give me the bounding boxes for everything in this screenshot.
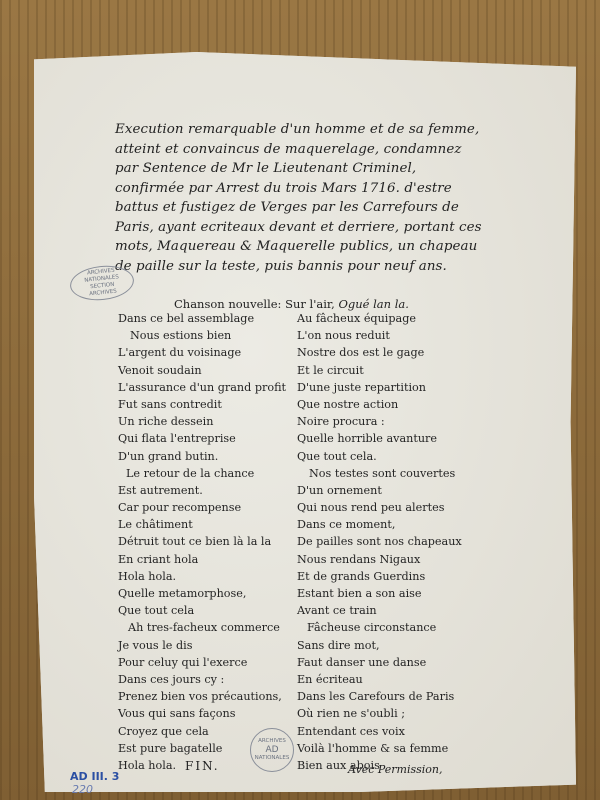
verse-line: Le retour de la chance [126, 466, 255, 480]
shelf-number: 220 [72, 783, 93, 796]
song-subtitle-text: Chanson nouvelle: Sur l'air, [174, 297, 335, 311]
verse-line: Bien aux abois [297, 758, 380, 772]
verse-line: L'on nous reduit [297, 329, 390, 343]
verse-line: Et de grands Guerdins [297, 569, 426, 583]
verse-line: Dans les Carefours de Paris [297, 690, 455, 704]
verse-line: Que nostre action [297, 397, 399, 411]
verse-line: Voilà l'homme & sa femme [297, 741, 449, 755]
verse-line: Croyez que cela [118, 724, 209, 738]
shelf-mark: AD III. 3 [70, 770, 120, 783]
stamp-line: ARCHIVES [258, 738, 286, 744]
verse-line: Nostre dos est le gage [297, 346, 425, 360]
verse-line: Vous qui sans façons [118, 707, 236, 721]
verse-line: Avant ce train [297, 604, 377, 618]
verse-line: Et le circuit [297, 363, 364, 377]
verse-line: De pailles sont nos chapeaux [297, 535, 462, 549]
verse-line: Ah tres-facheux commerce [128, 621, 280, 635]
verse-line: Qui nous rend peu alertes [297, 501, 445, 515]
verse-line: Dans ce bel assemblage [118, 312, 255, 325]
permission-note: Avec Permission, [348, 763, 443, 776]
verse-line: D'un ornement [297, 483, 382, 497]
stamp-line: ARCHIVES [88, 288, 118, 298]
song-air: Ogué lan la. [338, 297, 409, 311]
verse-line: Est autrement. [118, 483, 203, 497]
verse-line: Car pour recompense [118, 501, 242, 515]
archives-nationales-stamp [250, 728, 294, 772]
verse-line: Fâcheuse circonstance [307, 621, 437, 635]
verse-line: En criant hola [118, 552, 199, 566]
verse-line: Dans ces jours cy : [118, 672, 225, 686]
stamp-line: NATIONALES [254, 755, 290, 761]
verse-line: Où rien ne s'oubli ; [297, 707, 406, 721]
verse-line: Sans dire mot, [297, 638, 380, 652]
verse-line: En écriteau [297, 672, 363, 686]
document-title: Execution remarquable d'un homme et de sa femme, atteint et convaincus de maquerelage, condamnez par Sentence de Mr le Lieutenant Criminel, confirmée par Arrest du trois Mars 1716. d'estre battus et fustigez de Verges par les Carrefours de Paris, ayant ecriteaux devant et derriere, portant ces mots, Maquereau & Maquerelle publics, un chapeau de paille sur la teste, puis bannis pour neuf ans. [115, 122, 482, 274]
verse-line: Que tout cela. [297, 449, 377, 463]
verse-column-left [118, 310, 286, 774]
verse-line: Nous rendans Nigaux [297, 552, 421, 566]
verse-line: Quelle horrible avanture [297, 432, 437, 446]
song-subtitle [174, 297, 409, 311]
stamp-line: SECTION [89, 281, 115, 291]
verse-line: Noire procura : [297, 415, 385, 429]
verse-line: Fut sans contredit [118, 397, 222, 411]
verse-line: Hola hola. [118, 758, 177, 772]
stamp-line: AD [265, 745, 279, 755]
verse-column-right [297, 310, 462, 774]
verse-line: Je vous le dis [118, 638, 193, 652]
verse-line: Un riche dessein [118, 415, 214, 429]
verse-line: Pour celuy qui l'exerce [118, 655, 248, 669]
verse-line: Quelle metamorphose, [118, 587, 247, 600]
verse-line: Dans ce moment, [297, 518, 396, 532]
verse-line: Venoit soudain [118, 363, 202, 377]
verse-line: Entendant ces voix [297, 724, 405, 738]
verse-line: L'assurance d'un grand profit [118, 380, 287, 394]
verse-line: D'une juste repartition [297, 380, 426, 394]
verse-line: L'argent du voisinage [118, 346, 242, 360]
verse-line: Que tout cela [118, 604, 195, 618]
verse-line: Nous estions bien [130, 329, 232, 343]
verse-line: Est pure bagatelle [118, 741, 223, 755]
verse-line: Hola hola. [118, 569, 177, 583]
verse-line: Détruit tout ce bien là la la [118, 535, 272, 549]
verse-line: Prenez bien vos précautions, [118, 690, 282, 704]
verse-line: Le châtiment [118, 518, 193, 532]
verse-line: Au fâcheux équipage [297, 312, 416, 325]
verse-line: Faut danser une danse [297, 655, 427, 669]
verse-line: Nos testes sont couvertes [309, 466, 456, 480]
verse-line: Estant bien a son aise [297, 587, 422, 600]
verse-line: D'un grand butin. [118, 449, 219, 463]
verse-line: Qui flata l'entreprise [118, 432, 236, 446]
stamp-line: ARCHIVES NATIONALES [84, 267, 120, 284]
fin-mark: FIN. [185, 759, 220, 773]
